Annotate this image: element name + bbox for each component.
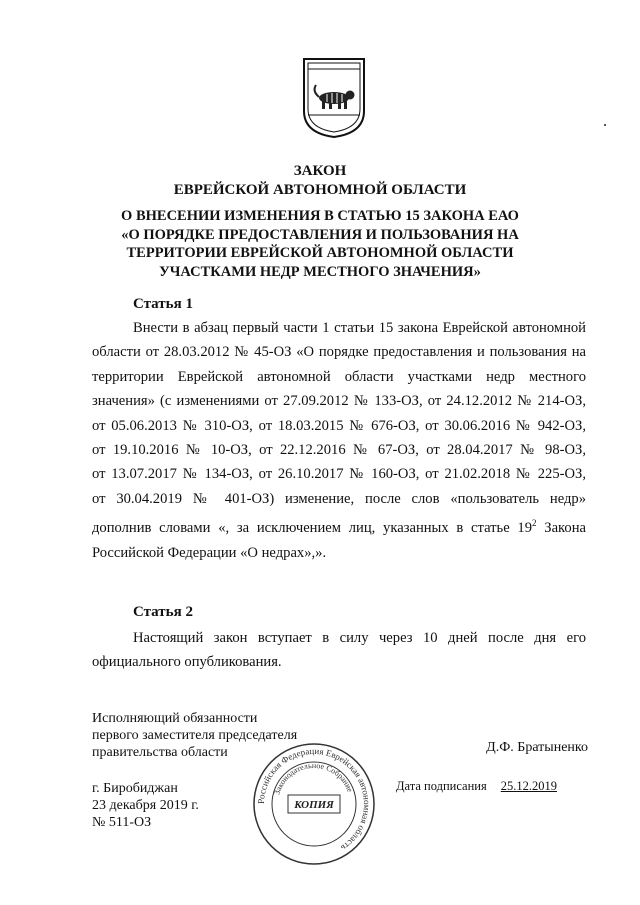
article1-heading: Статья 1 [133,296,193,312]
signatory-line: первого заместителя председателя [92,728,298,743]
article2-line: официального опубликования. [92,654,282,671]
article2-heading: Статья 2 [133,604,193,620]
article1-line: от 13.07.2017 № 134-ОЗ, от 26.10.2017 № 160-ОЗ, от 21.02.2018 № 225-ОЗ, [92,466,586,483]
subtitle-line: УЧАСТКАМИ НЕДР МЕСТНОГО ЗНАЧЕНИЯ» [159,263,481,280]
signing-date [396,779,557,794]
coat-of-arms-emblem [300,55,368,139]
article1-line: Российской Федерации «О недрах»,». [92,544,327,561]
signing-date-label: Дата подписания [396,779,487,793]
subtitle-line: ТЕРРИТОРИИ ЕВРЕЙСКОЙ АВТОНОМНОЙ ОБЛАСТИ [126,245,514,261]
law-title [0,162,640,200]
article1-line: от 30.04.2019 № 401-ОЗ) изменение, после слов «пользователь недр» [92,490,586,507]
signatory-line: Исполняющий обязанности [92,711,258,726]
law-title-line2: ЕВРЕЙСКОЙ АВТОНОМНОЙ ОБЛАСТИ [173,182,467,198]
article1-line: Внести в абзац первый части 1 статьи 15 закона Еврейской автономной [133,320,586,336]
article1-line: от 19.10.2016 № 10-ОЗ, от 22.12.2016 № 67-ОЗ, от 28.04.2017 № 98-ОЗ, [92,442,586,459]
stamp-center-text: КОПИЯ [294,799,334,811]
subtitle-line: «О ПОРЯДКЕ ПРЕДОСТАВЛЕНИЯ И ПОЛЬЗОВАНИЯ НА [121,226,519,243]
article2-line: Настоящий закон вступает в силу через 10 дней после дня его [133,630,586,646]
signing-date-value: 25.12.2019 [500,779,557,793]
stamp-inner-text: Законодательное Собрание [272,760,355,796]
place-line: 23 декабря 2019 г. [92,798,199,813]
article2-text [92,626,586,675]
signatory-name: Д.Ф. Братыненко [486,740,588,755]
place-line: г. Биробиджан [92,781,178,796]
article1-line: территории Еврейской автономной области участками недр местного [92,368,586,385]
stamp-ring-text: Российская Федерация Еврейская автономная область [255,745,373,854]
place-date-number [92,780,199,831]
article1-text [92,316,586,565]
place-line: № 511-ОЗ [92,815,152,830]
official-stamp [250,740,378,868]
article1-line-with-superscript [92,511,586,540]
law-subtitle [0,207,640,281]
law-title-line1: ЗАКОН [293,163,347,179]
article1-line-tail: Закона [536,520,586,537]
article1-line: области от 28.03.2012 № 45-ОЗ «О порядке предоставления и пользования на [92,344,586,361]
article1-line: значения» (с изменениями от 27.09.2012 № 133-ОЗ, от 24.12.2012 № 214-ОЗ, [92,393,586,410]
article1-line: от 05.06.2013 № 310-ОЗ, от 18.03.2015 № 676-ОЗ, от 30.06.2016 № 942-ОЗ, [92,417,586,434]
article-superscript: 2 [532,518,537,529]
subtitle-line: О ВНЕСЕНИИ ИЗМЕНЕНИЯ В СТАТЬЮ 15 ЗАКОНА ЕАО [121,208,519,224]
signatory-line: правительства области [92,745,228,760]
scan-mark [604,124,606,126]
article1-line: дополнив словами «, за исключением лиц, указанных в статье 19 [92,520,533,537]
